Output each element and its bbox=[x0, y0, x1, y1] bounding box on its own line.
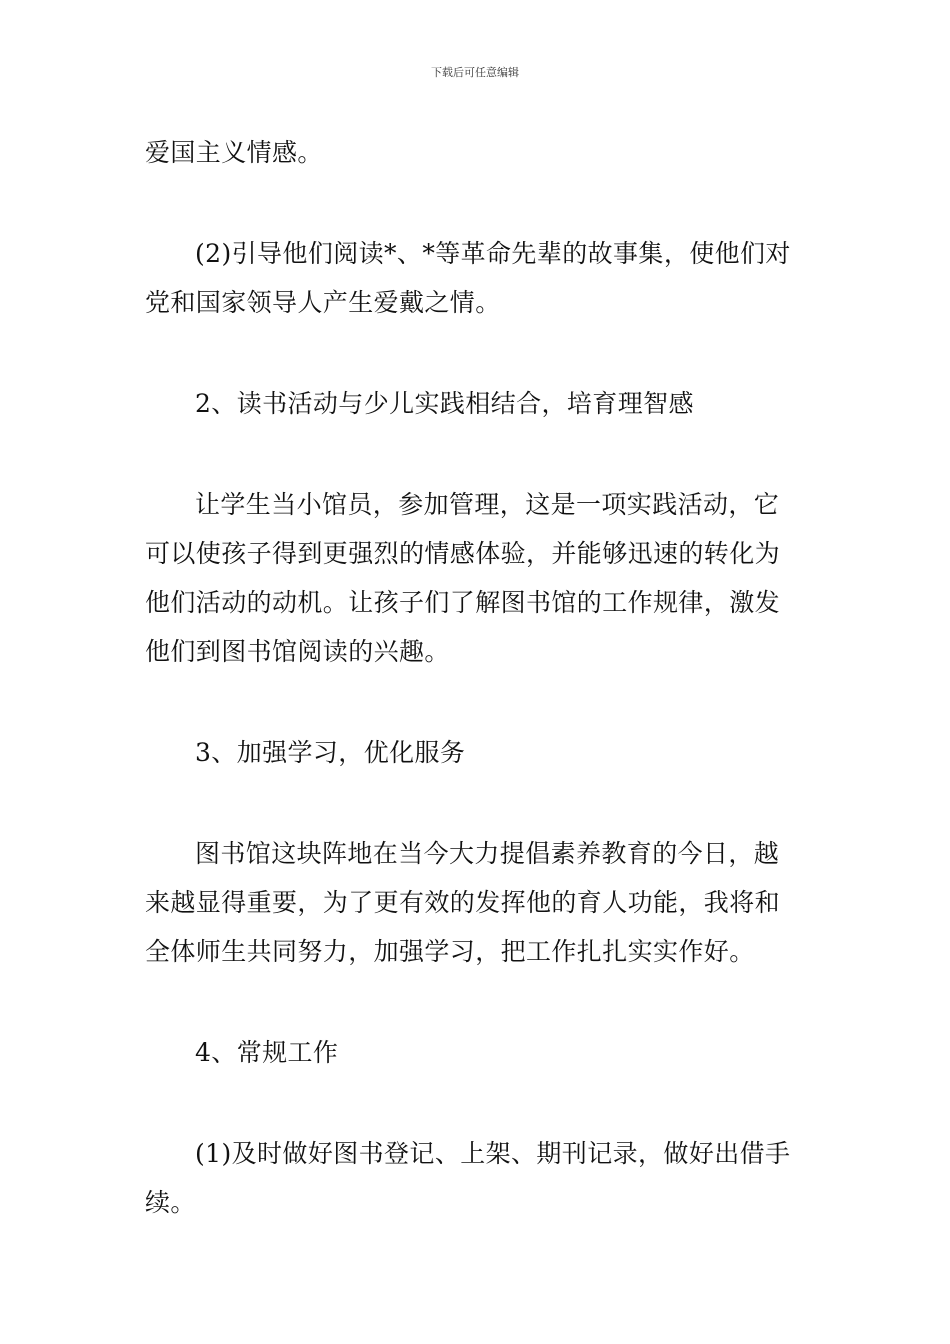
text-line: (2)引导他们阅读*、*等革命先辈的故事集，使他们对 bbox=[195, 239, 791, 268]
section-heading bbox=[145, 728, 815, 777]
text-line: 爱国主义情感。 bbox=[145, 138, 323, 167]
text-line: 2、读书活动与少儿实践相结合，培育理智感 bbox=[195, 389, 694, 418]
paragraph bbox=[145, 480, 815, 676]
page-header: 下载后可任意编辑 bbox=[431, 66, 519, 79]
text-line: 他们到图书馆阅读的兴趣。 bbox=[145, 637, 450, 666]
text-line: 让学生当小馆员，参加管理，这是一项实践活动，它 bbox=[195, 490, 780, 519]
text-line: 他们活动的动机。让孩子们了解图书馆的工作规律，激发 bbox=[145, 588, 781, 617]
paragraph bbox=[145, 128, 815, 177]
document-body bbox=[145, 128, 815, 1227]
text-line: 可以使孩子得到更强烈的情感体验，并能够迅速的转化为 bbox=[145, 539, 781, 568]
text-line: 图书馆这块阵地在当今大力提倡素养教育的今日，越 bbox=[195, 839, 780, 868]
paragraph bbox=[145, 829, 815, 976]
text-line: (1)及时做好图书登记、上架、期刊记录，做好出借手 bbox=[195, 1139, 791, 1168]
section-heading bbox=[145, 379, 815, 428]
text-line: 全体师生共同努力，加强学习，把工作扎扎实实作好。 bbox=[145, 937, 755, 966]
text-line: 4、常规工作 bbox=[195, 1038, 339, 1067]
text-line: 续。 bbox=[145, 1188, 196, 1217]
text-line: 党和国家领导人产生爱戴之情。 bbox=[145, 288, 501, 317]
text-line: 3、加强学习，优化服务 bbox=[195, 738, 466, 767]
section-heading bbox=[145, 1028, 815, 1077]
paragraph bbox=[145, 1129, 815, 1227]
paragraph bbox=[145, 229, 815, 327]
text-line: 来越显得重要，为了更有效的发挥他的育人功能，我将和 bbox=[145, 888, 781, 917]
